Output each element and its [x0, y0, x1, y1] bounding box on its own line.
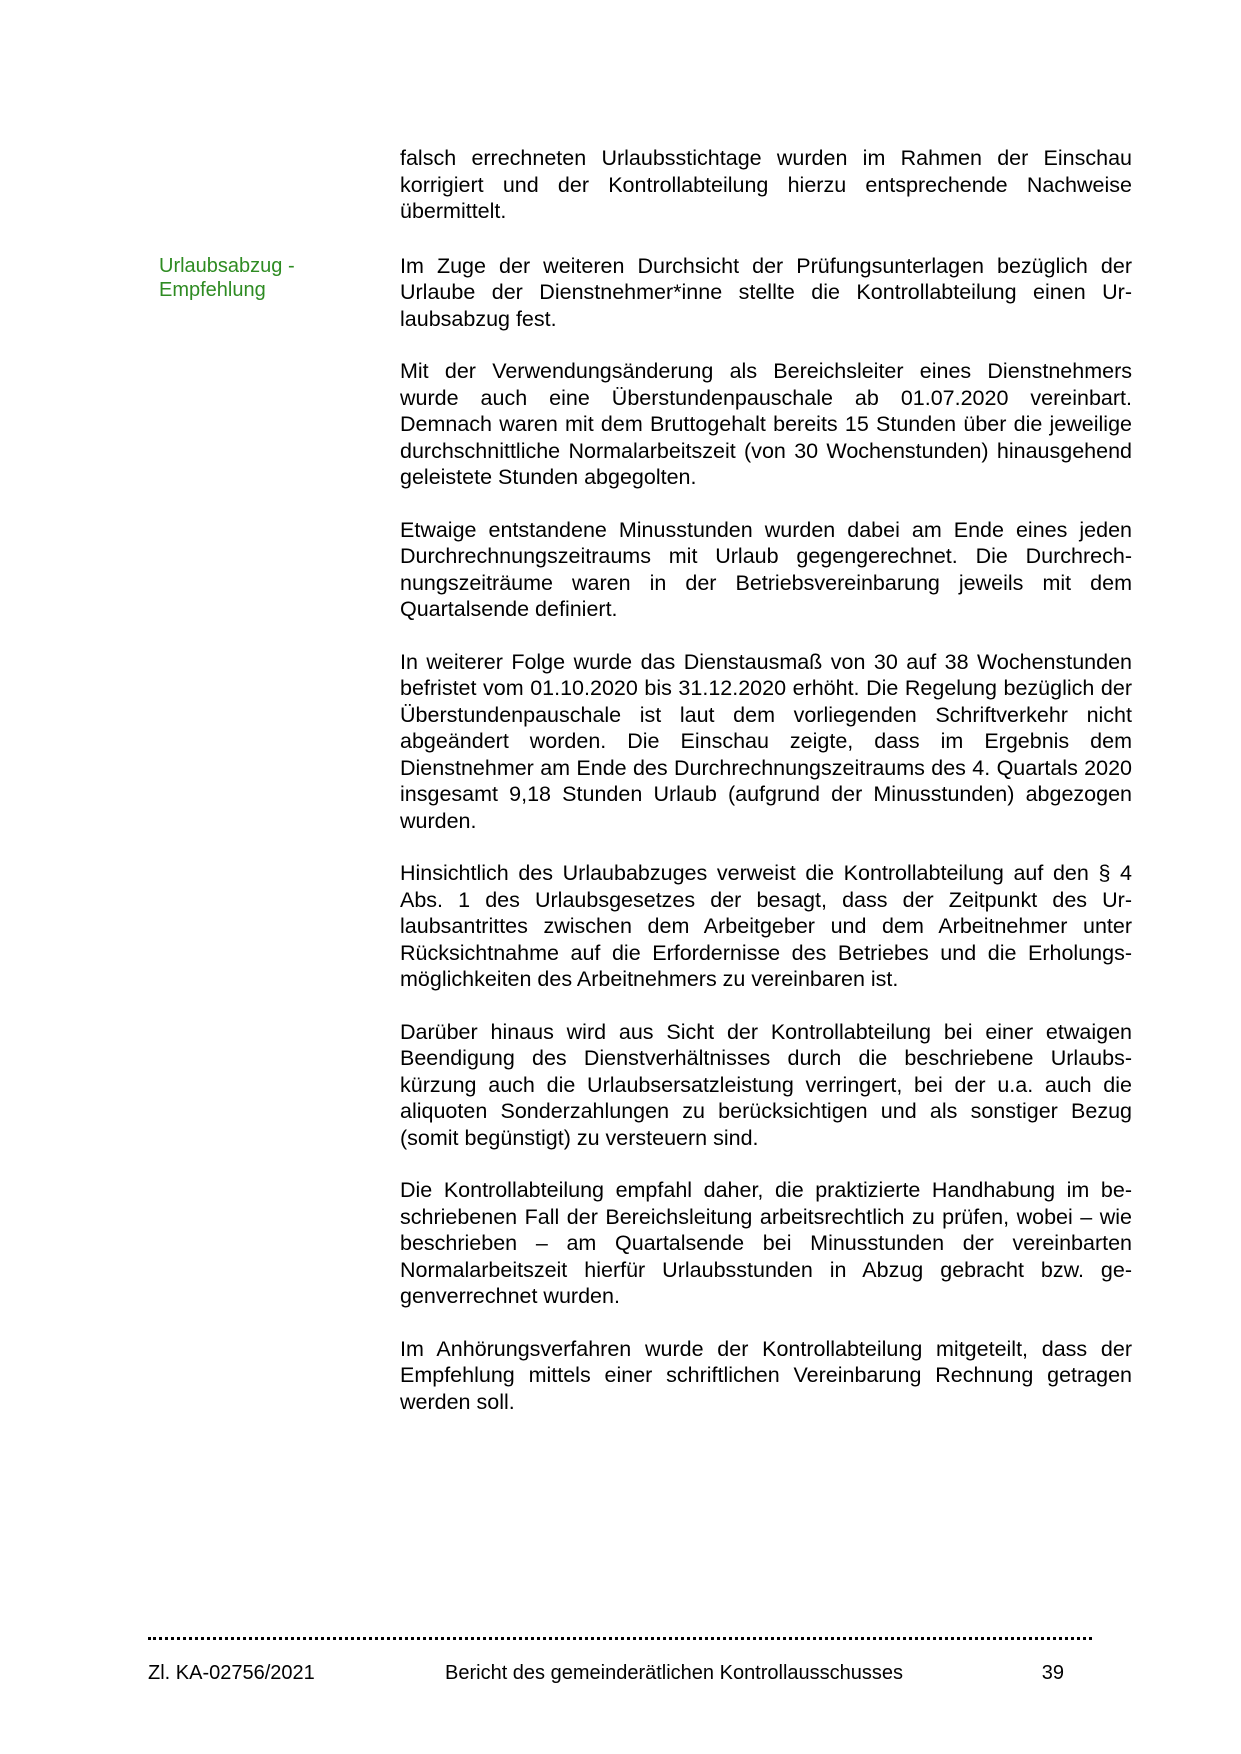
margin-note-line-2: Empfehlung	[159, 279, 266, 301]
footer-divider	[148, 1637, 1092, 1640]
paragraph-working-hours: In weiterer Folge wurde das Dienstausmaß von 30 auf 38 Wochenstunden befristet vom 01.10.2020 bis 31.12.2020 erhöht. Die Regelung bezüglich der Überstundenpauschale ist laut dem vorliegenden Schriftverkehr nicht abgeändert worden. Die Einschau zeigte, dass im Ergebnis dem Dienstnehmer am Ende des Durchrechnungszeitraums des 4. Quartals 2020 insgesamt 9,18 Stunden Urlaub (aufgrund der Minusstunden) abgezogen wurden.	[400, 649, 1132, 833]
paragraph-continuation: falsch errechneten Urlaubsstichtage wurden im Rahmen der Einschau korrigiert und der Kontrollabteilung hierzu entsprechende Nachweise übermittelt.	[400, 146, 1132, 223]
body-text	[400, 145, 1132, 1441]
paragraph-hearing-result: Im Anhörungsverfahren wurde der Kontrollabteilung mitgeteilt, dass der Empfehlung mittels einer schriftlichen Vereinbarung Rechnung getragen werden soll.	[400, 1336, 1132, 1414]
paragraph-recommendation: Die Kontrollabteilung empfahl daher, die praktizierte Handhabung im beschriebenen Fall der Bereichsleitung arbeitsrechtlich zu prüfen, wobei – wie beschrieben – am Quartalsende bei Minusstunden der vereinbarten Normalarbeitszeit hierfür Urlaubsstunden in Abzug gebracht bzw. gegenverrechnet wurden.	[400, 1178, 1132, 1308]
paragraph-compensation: Darüber hinaus wird aus Sicht der Kontrollabteilung bei einer etwaigen Beendigung des Dienstverhältnisses durch die beschriebene Urlaubskürzung auch die Urlaubsersatzleistung verringert, bei der u.a. auch die aliquoten Sonderzahlungen zu berücksichtigen und als sonstiger Bezug (somit begünstigt) zu versteuern sind.	[400, 1019, 1132, 1150]
page-number: 39	[1041, 1662, 1064, 1684]
margin-note	[159, 254, 339, 302]
page-footer	[148, 1660, 1092, 1686]
paragraph-finding: Im Zuge der weiteren Durchsicht der Prüfungsunterlagen bezüglich der Urlaube der Dienstnehmer*inne stellte die Kontrollabteilung einen Urlaubsabzug fest.	[400, 253, 1132, 331]
paragraph-legal-reference: Hinsichtlich des Urlaubabzuges verweist die Kontrollabteilung auf den § 4 Abs. 1 des Urlaubsgesetzes der besagt, dass der Zeitpunkt des Urlaubsantrittes zwischen dem Arbeitgeber und dem Arbeitnehmer unter Rücksichtnahme auf die Erfordernisse des Betriebes und die Erholungsmöglichkeiten des Arbeitnehmers zu vereinbaren ist.	[400, 861, 1132, 991]
paragraph-role-change: Mit der Verwendungsänderung als Bereichsleiter eines Dienstnehmers wurde auch eine Überstundenpauschale ab 01.07.2020 vereinbart. Demnach waren mit dem Bruttogehalt bereits 15 Stunden über die jeweilige durchschnittliche Normalarbeitszeit (von 30 Wochenstunden) hinausgehend geleistete Stunden abgegolten.	[400, 359, 1132, 489]
footer-reference: Zl. KA-02756/2021	[148, 1662, 315, 1684]
footer-title: Bericht des gemeinderätlichen Kontrollausschusses	[445, 1662, 904, 1684]
margin-note-line-1: Urlaubsabzug -	[159, 255, 295, 277]
paragraph-minus-hours: Etwaige entstandene Minusstunden wurden dabei am Ende eines jeden Durchrechnungszeitraums mit Urlaub gegengerechnet. Die Durchrechnungszeiträume waren in der Betriebsvereinbarung jeweils mit dem Quartalsende definiert.	[400, 517, 1132, 621]
